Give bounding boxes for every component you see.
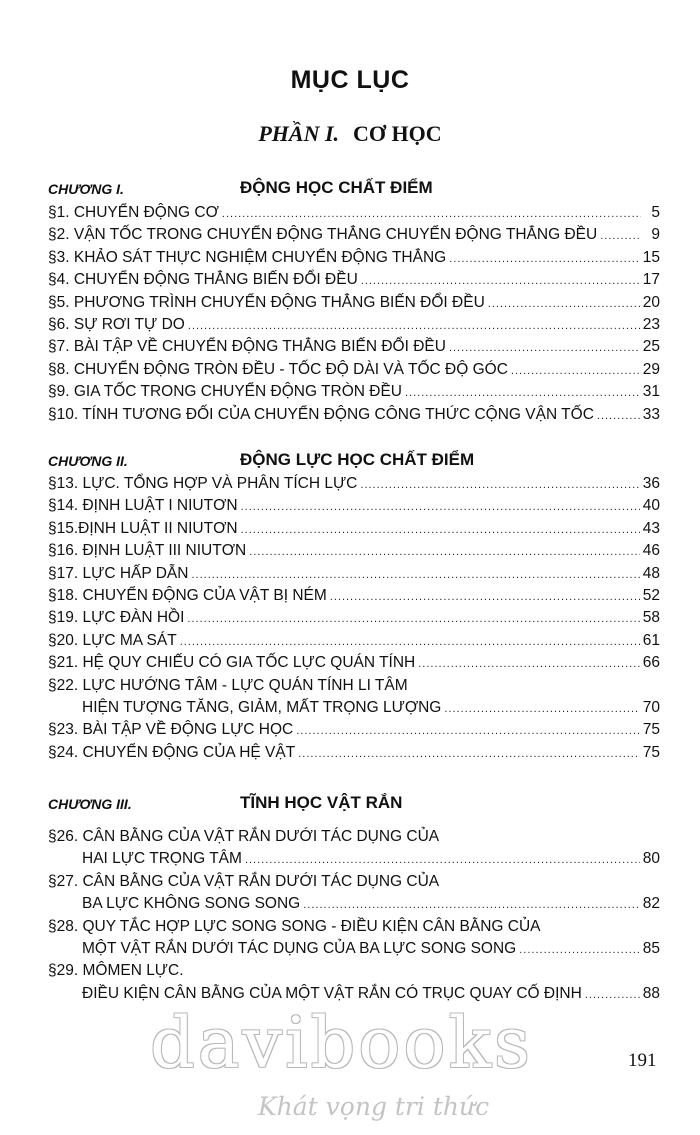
entry-page: 66 xyxy=(642,654,660,672)
entry-title: §23. BÀI TẬP VỀ ĐỘNG LỰC HỌC xyxy=(48,721,294,739)
entry-title: §2. VẬN TỐC TRONG CHUYỂN ĐỘNG THẲNG CHUYỂN ĐỘNG THẲNG ĐỀU xyxy=(48,226,598,244)
toc-entry xyxy=(48,247,660,269)
page-number: 191 xyxy=(628,1050,657,1071)
entry-page: 85 xyxy=(642,939,660,957)
entry-title: §9. GIA TỐC TRONG CHUYỂN ĐỘNG TRÒN ĐỀU xyxy=(48,383,402,401)
entry-title: §7. BÀI TẬP VỀ CHUYỂN ĐỘNG THẲNG BIẾN ĐỔI ĐỀU xyxy=(48,338,446,356)
entry-page: 70 xyxy=(642,698,660,716)
entry-title: §16. ĐỊNH LUẬT III NIUTƠN xyxy=(48,542,247,560)
dot-leader xyxy=(241,519,640,541)
toc-entry xyxy=(48,473,660,495)
dot-leader xyxy=(405,382,640,404)
dot-leader xyxy=(511,360,640,382)
chapter-label: CHƯƠNG I. xyxy=(48,181,124,197)
entry-title: §18. CHUYỂN ĐỘNG CỦA VẬT BỊ NÉM xyxy=(48,586,327,604)
entry-page: 20 xyxy=(642,293,660,311)
toc-entry xyxy=(48,585,660,607)
entry-page: 17 xyxy=(642,271,660,289)
dot-leader xyxy=(180,631,640,653)
chapter-heading-3 xyxy=(48,793,660,815)
dot-leader xyxy=(418,653,640,675)
dot-leader xyxy=(488,293,640,315)
toc-entry xyxy=(48,652,660,674)
entry-title-cont: ĐIỀU KIỆN CÂN BẰNG CỦA MỘT VẬT RẮN CÓ TRỤC QUAY CỐ ĐỊNH xyxy=(82,984,582,1002)
toc-entry-continuation xyxy=(48,938,660,960)
toc-entry xyxy=(48,607,660,629)
dot-leader xyxy=(222,203,641,225)
dot-leader xyxy=(245,849,640,871)
dot-leader xyxy=(600,225,641,247)
dot-leader xyxy=(241,496,640,518)
entry-title: §20. LỰC MA SÁT xyxy=(48,631,177,649)
entry-page: 15 xyxy=(642,248,660,266)
entry-title: §13. LỰC. TỔNG HỢP VÀ PHÂN TÍCH LỰC xyxy=(48,475,358,492)
entry-page: 23 xyxy=(642,315,660,333)
toc-entry xyxy=(48,719,660,741)
dot-leader xyxy=(597,405,640,427)
entry-page: 29 xyxy=(642,360,660,378)
dot-leader xyxy=(330,586,640,608)
chapter-title: TĨNH HỌC VẬT RẮN xyxy=(240,793,403,812)
entry-title: §19. LỰC ĐÀN HỒI xyxy=(48,609,185,627)
entry-title: §21. HỆ QUY CHIẾU CÓ GIA TỐC LỰC QUÁN TÍNH xyxy=(48,654,416,672)
watermark-logo: davibooks xyxy=(150,1002,533,1084)
chapter-label: CHƯƠNG II. xyxy=(48,453,128,469)
toc-entry xyxy=(48,404,660,426)
toc-chapter-2 xyxy=(48,473,660,764)
entry-page: 75 xyxy=(642,721,660,739)
entry-title: §26. CÂN BẰNG CỦA VẬT RẮN DƯỚI TÁC DỤNG CỦA xyxy=(48,828,440,845)
toc-entry xyxy=(48,359,660,381)
toc-entry-continuation xyxy=(48,697,660,719)
entry-page: 88 xyxy=(642,984,660,1002)
toc-entry xyxy=(48,916,660,938)
page-title: MỤC LỤC xyxy=(290,66,410,94)
entry-page: 40 xyxy=(642,497,660,515)
chapter-title: ĐỘNG HỌC CHẤT ĐIỂM xyxy=(240,178,433,197)
toc-entry xyxy=(48,269,660,291)
entry-title-cont: HAI LỰC TRỌNG TÂM xyxy=(82,850,242,868)
entry-page: 31 xyxy=(642,383,660,401)
chapter-label: CHƯƠNG III. xyxy=(48,796,132,812)
chapter-heading-1 xyxy=(48,178,660,200)
entry-title-cont: HIỆN TƯỢNG TĂNG, GIẢM, MẤT TRỌNG LƯỢNG xyxy=(82,698,442,716)
toc-chapter-3 xyxy=(48,826,660,1005)
toc-entry xyxy=(48,336,660,358)
entry-page: 75 xyxy=(642,743,660,761)
toc-entry xyxy=(48,224,660,246)
dot-leader xyxy=(296,720,640,742)
watermark-tagline: Khát vọng tri thức xyxy=(258,1092,490,1121)
toc-entry xyxy=(48,563,660,585)
toc-entry-continuation xyxy=(48,893,660,915)
dot-leader xyxy=(449,248,640,270)
entry-title: §1. CHUYỂN ĐỘNG CƠ xyxy=(48,204,219,221)
entry-title: §14. ĐỊNH LUẬT I NIUTƠN xyxy=(48,497,238,515)
entry-title: §6. SỰ RƠI TỰ DO xyxy=(48,315,185,333)
entry-page: 9 xyxy=(651,226,660,244)
toc-entry xyxy=(48,292,660,314)
toc-entry xyxy=(48,518,660,540)
toc-entry xyxy=(48,630,660,652)
part-heading xyxy=(0,121,700,147)
entry-title: §10. TÍNH TƯƠNG ĐỐI CỦA CHUYỂN ĐỘNG CÔNG THỨC CỘNG VẬN TỐC xyxy=(48,405,594,423)
entry-title-cont: BA LỰC KHÔNG SONG SONG xyxy=(82,895,301,913)
part-label: PHẦN I. xyxy=(258,121,340,146)
entry-page: 48 xyxy=(642,564,660,582)
entry-page: 58 xyxy=(642,609,660,627)
chapter-heading-2 xyxy=(48,450,660,472)
entry-page: 46 xyxy=(642,542,660,560)
dot-leader xyxy=(303,894,640,916)
entry-title: §8. CHUYỂN ĐỘNG TRÒN ĐỀU - TỐC ĐỘ DÀI VÀ TỐC ĐỘ GÓC xyxy=(48,360,508,378)
entry-page: 5 xyxy=(651,204,660,221)
toc-entry xyxy=(48,742,660,764)
dot-leader xyxy=(249,541,640,563)
entry-title: §3. KHẢO SÁT THỰC NGHIỆM CHUYỂN ĐỘNG THẲNG xyxy=(48,248,447,266)
entry-title: §28. QUY TẮC HỢP LỰC SONG SONG - ĐIỀU KIỆN CÂN BẰNG CỦA xyxy=(48,917,541,935)
entry-page: 52 xyxy=(642,586,660,604)
dot-leader xyxy=(298,743,640,765)
chapter-title: ĐỘNG LỰC HỌC CHẤT ĐIỂM xyxy=(240,450,475,469)
entry-page: 80 xyxy=(642,850,660,868)
entry-title: §15.ĐỊNH LUẬT II NIUTƠN xyxy=(48,519,238,537)
toc-entry xyxy=(48,871,660,893)
part-name: CƠ HỌC xyxy=(353,121,442,146)
toc-entry xyxy=(48,960,660,982)
entry-title-cont: MỘT VẬT RẮN DƯỚI TÁC DỤNG CỦA BA LỰC SONG SONG xyxy=(82,939,517,957)
dot-leader xyxy=(188,315,640,337)
toc-entry-continuation xyxy=(48,848,660,870)
entry-page: 36 xyxy=(642,475,660,492)
entry-page: 82 xyxy=(642,895,660,913)
toc-entry xyxy=(48,202,660,224)
dot-leader xyxy=(187,608,639,630)
toc-entry xyxy=(48,495,660,517)
dot-leader xyxy=(360,474,639,496)
entry-title: §24. CHUYỂN ĐỘNG CỦA HỆ VẬT xyxy=(48,743,296,761)
dot-leader xyxy=(361,270,640,292)
dot-leader xyxy=(191,564,639,586)
toc-entry xyxy=(48,314,660,336)
toc-chapter-1 xyxy=(48,202,660,426)
dot-leader xyxy=(444,698,639,720)
entry-page: 43 xyxy=(642,519,660,537)
dot-leader xyxy=(585,984,640,1006)
entry-title: §22. LỰC HƯỚNG TÂM - LỰC QUÁN TÍNH LI TÂM xyxy=(48,676,408,694)
dot-leader xyxy=(449,337,640,359)
toc-entry xyxy=(48,381,660,403)
dot-leader xyxy=(519,939,640,961)
entry-title: §5. PHƯƠNG TRÌNH CHUYỂN ĐỘNG THẲNG BIẾN ĐỔI ĐỀU xyxy=(48,293,485,311)
entry-page: 33 xyxy=(642,405,660,423)
entry-page: 61 xyxy=(642,631,660,649)
entry-title: §4. CHUYỂN ĐỘNG THẲNG BIẾN ĐỔI ĐỀU xyxy=(48,271,358,289)
toc-entry xyxy=(48,540,660,562)
entry-title: §29. MÔMEN LỰC. xyxy=(48,962,184,980)
entry-title: §27. CÂN BẰNG CỦA VẬT RẮN DƯỚI TÁC DỤNG CỦA xyxy=(48,872,440,890)
toc-entry xyxy=(48,675,660,697)
entry-page: 25 xyxy=(642,338,660,356)
entry-title: §17. LỰC HẤP DẪN xyxy=(48,564,189,582)
toc-entry xyxy=(48,826,660,848)
